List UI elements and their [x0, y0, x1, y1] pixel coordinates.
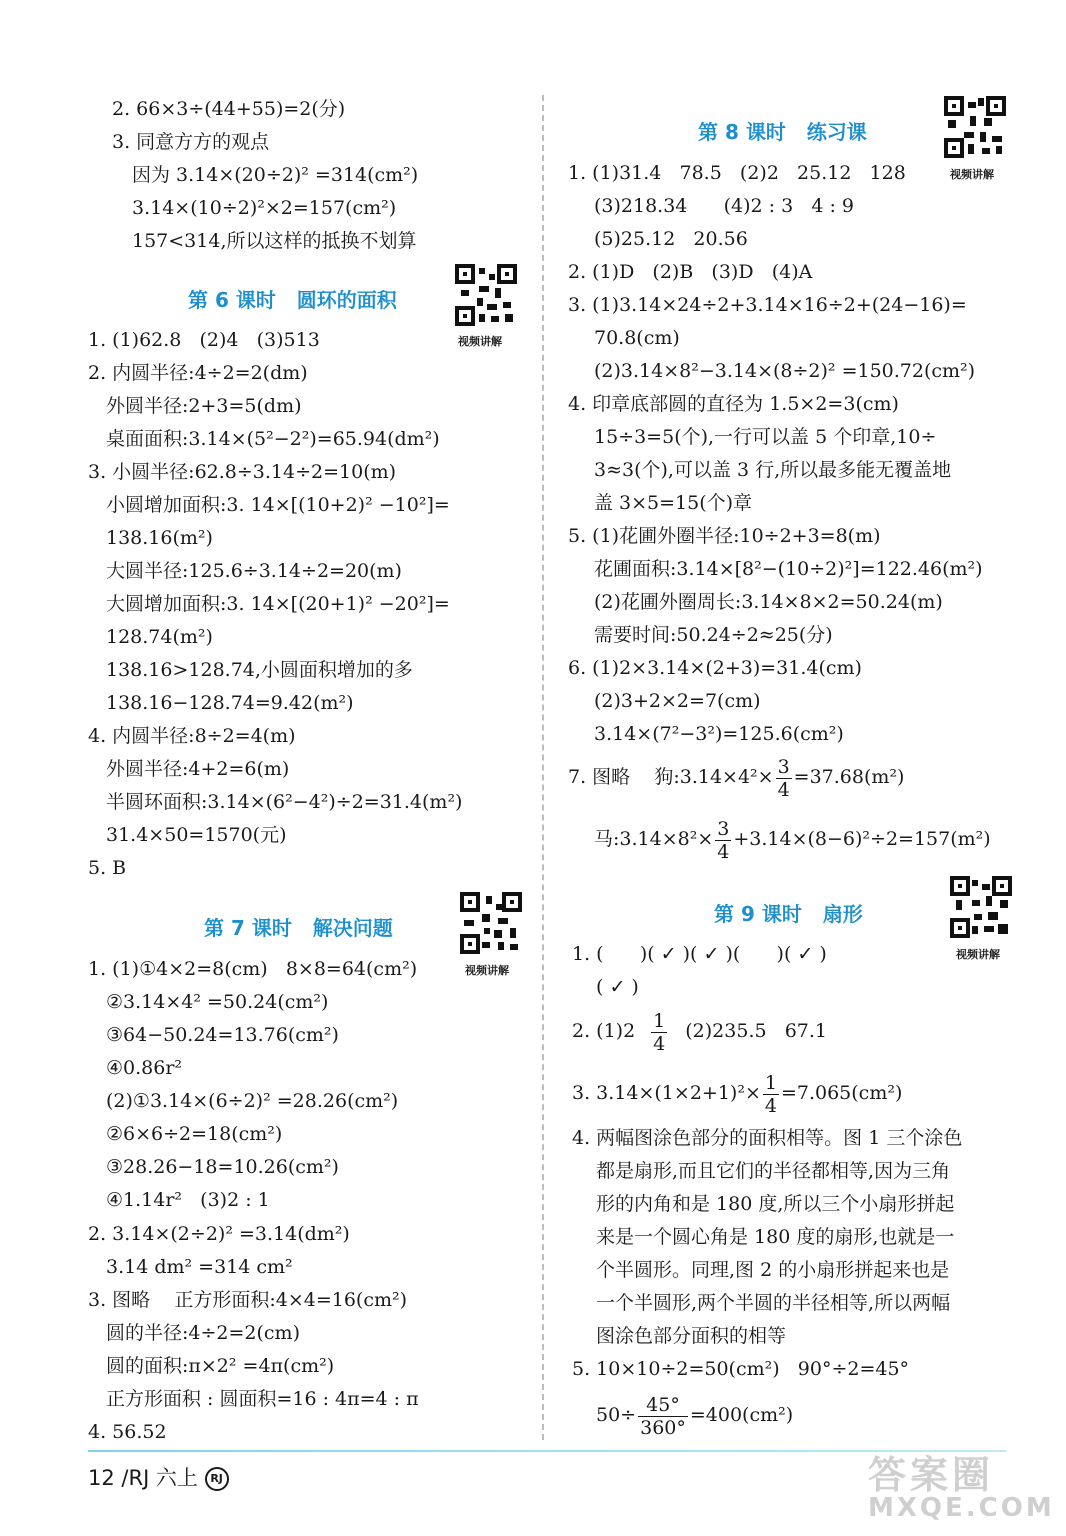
column-divider [542, 95, 544, 1440]
fraction: $\frac{1}{4}$ [764, 1071, 777, 1117]
answer-line: 2. 66×3÷(44+55)=2(分) [112, 98, 346, 120]
answer-line: 3.14×(10÷2)²×2=157(cm²) [132, 197, 397, 219]
page-number: 12 /RJ 六上 [88, 1466, 198, 1490]
fraction: $\frac{45^\circ}{360^\circ}$ [640, 1393, 686, 1439]
answer-line: 3. (1)3.14×24÷2+3.14×16÷2+(24−16)= [568, 294, 967, 316]
answer-line: 4. 内圆半径:8÷2=4(m) [88, 725, 296, 747]
answer-line: ③64−50.24=13.76(cm²) [106, 1024, 339, 1046]
answer-line: 一个半圆形,两个半圆的半径相等,所以两幅 [596, 1292, 951, 1314]
answer-line: (2)3+2×2=7(cm) [594, 690, 761, 712]
answer-line-q7: 7. 图略 狗:3.14×4²× $\frac{3}{4}$ =37.68(m²) [568, 755, 905, 801]
qr-code-icon[interactable] [455, 264, 517, 326]
answer-line-q5b: 50÷ $\frac{45^\circ}{360^\circ}$ =400(cm²) [596, 1393, 794, 1439]
answer-line: 因为 3.14×(20÷2)² =314(cm²) [132, 164, 419, 186]
answer-line: 5. 10×10÷2=50(cm²) 90°÷2=45° [572, 1358, 910, 1380]
answer-line: 138.16>128.74,小圆面积增加的多 [106, 659, 413, 681]
answer-line: 3. 同意方方的观点 [112, 131, 270, 153]
answer-line: 来是一个圆心角是 180 度的扇形,也就是一 [596, 1226, 955, 1248]
qr-code-icon[interactable] [944, 96, 1006, 158]
fraction: $\frac{3}{4}$ [717, 817, 730, 863]
answer-line-q3: 3. 3.14×(1×2+1)²× $\frac{1}{4}$ =7.065(cm²) [572, 1071, 903, 1117]
answer-line: (2)3.14×8²−3.14×(8÷2)² =150.72(cm²) [594, 360, 976, 382]
answer-line: (2)花圃外圈周长:3.14×8×2=50.24(m) [594, 591, 943, 613]
section-7-heading: 第 7 课时 解决问题 [204, 916, 393, 940]
page-footer [88, 1462, 229, 1492]
answer-line: 外圆半径:2+3=5(dm) [106, 395, 302, 417]
qr-code-icon[interactable] [460, 892, 522, 954]
answer-line: 157<314,所以这样的抵换不划算 [132, 230, 417, 252]
answer-line: 正方形面积 : 圆面积=16 : 4π=4 : π [106, 1388, 419, 1410]
answer-line: 大圆增加面积:3. 14×[(20+1)² −20²]= [106, 593, 450, 615]
answer-line: 形的内角和是 180 度,所以三个小扇形拼起 [596, 1193, 955, 1215]
fraction: $\frac{1}{4}$ [653, 1009, 666, 1055]
answer-line: 1. (1)31.4 78.5 (2)2 25.12 128 [568, 162, 906, 184]
answer-line: 70.8(cm) [594, 327, 680, 349]
answer-line-horse: 马:3.14×8²× $\frac{3}{4}$ +3.14×(8−6)²÷2=157(m²) [594, 817, 991, 863]
answer-line: 2. 3.14×(2÷2)² =3.14(dm²) [88, 1223, 350, 1245]
answer-line: 圆的半径:4÷2=2(cm) [106, 1322, 300, 1344]
answer-line: 3≈3(个),可以盖 3 行,所以最多能无覆盖地 [594, 459, 952, 481]
answer-line: 138.16−128.74=9.42(m²) [106, 692, 354, 714]
watermark-bottom: MXQE.COM [868, 1493, 1055, 1523]
answer-line: 6. (1)2×3.14×(2+3)=31.4(cm) [568, 657, 862, 679]
answer-line: (5)25.12 20.56 [594, 228, 748, 250]
answer-line: ②3.14×4² =50.24(cm²) [106, 991, 329, 1013]
answer-line: 需要时间:50.24÷2≈25(分) [594, 624, 833, 646]
qr-caption: 视频讲解 [950, 168, 994, 181]
answer-line: (2)①3.14×(6÷2)² =28.26(cm²) [106, 1090, 399, 1112]
answer-line: 4. 56.52 [88, 1421, 167, 1443]
qr-caption: 视频讲解 [465, 964, 509, 977]
publisher-badge-icon: RJ [205, 1467, 229, 1491]
answer-line: 半圆环面积:3.14×(6²−4²)÷2=31.4(m²) [106, 791, 463, 813]
answer-line: 5. B [88, 857, 127, 879]
answer-line: 4. 印章底部圆的直径为 1.5×2=3(cm) [568, 393, 899, 415]
answer-line: 2. (1)D (2)B (3)D (4)A [568, 261, 813, 283]
answer-line: 138.16(m²) [106, 527, 213, 549]
section-9-heading: 第 9 课时 扇形 [714, 902, 863, 926]
answer-line: 都是扇形,而且它们的半径都相等,因为三角 [596, 1160, 951, 1182]
answer-line: 盖 3×5=15(个)章 [594, 492, 753, 514]
answer-line: 圆的面积:π×2² =4π(cm²) [106, 1355, 335, 1377]
answer-line: ④0.86r² [106, 1057, 183, 1079]
fraction: $\frac{3}{4}$ [777, 755, 790, 801]
answer-line: 31.4×50=1570(元) [106, 824, 287, 846]
footer-rule [88, 1450, 1006, 1452]
answer-line: ②6×6÷2=18(cm²) [106, 1123, 283, 1145]
answer-line: 个半圆形。同理,图 2 的小扇形拼起来也是 [596, 1259, 950, 1281]
answer-line: 128.74(m²) [106, 626, 213, 648]
qr-caption: 视频讲解 [458, 335, 502, 348]
answer-line: 小圆增加面积:3. 14×[(10+2)² −10²]= [106, 494, 450, 516]
section-6-heading: 第 6 课时 圆环的面积 [188, 288, 397, 312]
answer-line: ( ✓ ) [596, 976, 639, 998]
answer-line: 花圃面积:3.14×[8²−(10÷2)²]=122.46(m²) [594, 558, 983, 580]
answer-line: 1. (1)62.8 (2)4 (3)513 [88, 329, 320, 351]
answer-line: 1. ( )( ✓ )( ✓ )( )( ✓ ) [572, 943, 827, 965]
answer-line: 15÷3=5(个),一行可以盖 5 个印章,10÷ [594, 426, 937, 448]
section-8-heading: 第 8 课时 练习课 [698, 120, 867, 144]
answer-line: ③28.26−18=10.26(cm²) [106, 1156, 339, 1178]
answer-line: 3.14×(7²−3²)=125.6(cm²) [594, 723, 844, 745]
answer-line: 3.14 dm² =314 cm² [106, 1256, 293, 1278]
answer-line: 图涂色部分面积的相等 [596, 1325, 787, 1347]
answer-line: 桌面面积:3.14×(5²−2²)=65.94(dm²) [106, 428, 440, 450]
answer-line: (3)218.34 (4)2 : 3 4 : 9 [594, 195, 854, 217]
watermark-top: 答案圈 [868, 1453, 995, 1497]
answer-line: 1. (1)①4×2=8(cm) 8×8=64(cm²) [88, 958, 418, 980]
answer-line: 5. (1)花圃外圈半径:10÷2+3=8(m) [568, 525, 881, 547]
answer-line: ④1.14r² (3)2 : 1 [106, 1189, 270, 1211]
qr-caption: 视频讲解 [956, 948, 1000, 961]
answer-line: 大圆半径:125.6÷3.14÷2=20(m) [106, 560, 402, 582]
answer-line-q2: 2. (1)2 $\frac{1}{4}$ (2)235.5 67.1 [572, 1009, 827, 1055]
qr-code-icon[interactable] [950, 876, 1012, 938]
answer-line: 3. 图略 正方形面积:4×4=16(cm²) [88, 1289, 408, 1311]
answer-line: 外圆半径:4+2=6(m) [106, 758, 290, 780]
answer-line: 4. 两幅图涂色部分的面积相等。图 1 三个涂色 [572, 1127, 963, 1149]
answer-line: 2. 内圆半径:4÷2=2(dm) [88, 362, 308, 384]
answer-line: 3. 小圆半径:62.8÷3.14÷2=10(m) [88, 461, 397, 483]
watermark [868, 1453, 1055, 1525]
